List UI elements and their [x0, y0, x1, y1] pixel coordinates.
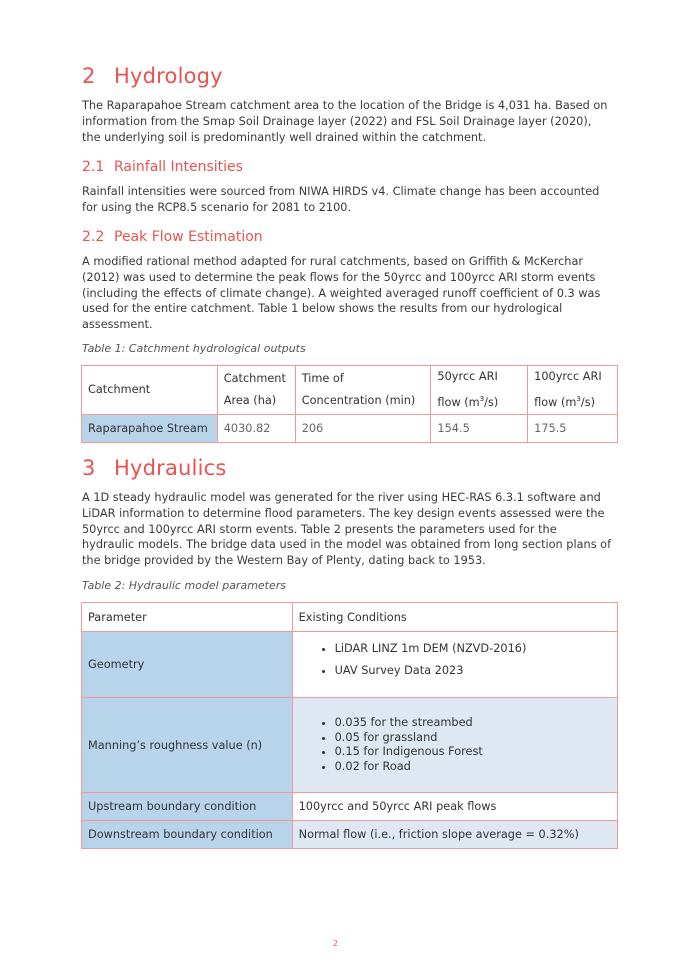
table-2-manning-label: Manning’s roughness value (n)	[82, 698, 293, 793]
list-item: • 0.05 for grassland	[335, 731, 611, 746]
table-1-header-area-line1: Catchment	[223, 371, 286, 385]
table-2-downstream-value: Normal flow (i.e., friction slope average = 0.32%)	[292, 821, 617, 849]
geometry-list	[299, 638, 611, 682]
section-3-title: Hydraulics	[114, 456, 227, 480]
table-1-header-row	[82, 366, 618, 415]
section-2-2-heading	[82, 229, 263, 245]
table-1-header-flow50-line2: flow $(m^3/s)$	[437, 395, 499, 409]
section-2-2-title: Peak Flow Estimation	[114, 229, 263, 245]
table-row	[82, 793, 618, 821]
list-item: • 0.035 for the streambed	[335, 716, 611, 731]
table-row	[82, 632, 618, 698]
table-1-cell-flow100: 175.5	[528, 414, 618, 442]
table-1-header-catchment: Catchment	[82, 366, 218, 415]
table-2-geometry-label: Geometry	[82, 632, 293, 698]
table-2-header-row	[82, 603, 618, 632]
list-item: • LiDAR LINZ 1m DEM (NZVD-2016)	[335, 638, 611, 660]
table-2-upstream-label: Upstream boundary condition	[82, 793, 293, 821]
table-1-header-toc-line1: Time of	[301, 371, 344, 385]
table-2-upstream-value: 100yrcc and 50yrcc ARI peak flows	[292, 793, 617, 821]
table-2	[81, 602, 618, 849]
table-2-manning-value	[292, 698, 617, 793]
table-1-cell-catchment: Raparapahoe Stream	[82, 414, 218, 442]
section-2-1-heading	[82, 159, 243, 175]
table-1-header-area-line2: Area (ha)	[223, 393, 277, 407]
table-1	[81, 365, 618, 443]
section-2-1-title: Rainfall Intensities	[114, 159, 243, 175]
table-2-geometry-value	[292, 632, 617, 698]
table-1-header-flow100	[528, 366, 618, 415]
table-2-downstream-label: Downstream boundary condition	[82, 821, 293, 849]
table-1-cell-toc: 206	[295, 414, 431, 442]
table-1-header-flow100-line2: flow $(m^3/s)$	[534, 395, 595, 409]
table-1-header-area	[217, 366, 295, 415]
section-2-1-paragraph: Rainfall intensities were sourced from NIWA HIRDS v4. Climate change has been accounted for using the RCP8.5 scenario for 2081 to 2100.	[82, 185, 600, 214]
section-2-2-paragraph: A modified rational method adapted for rural catchments, based on Griffith & McKerchar (2012) was used to determine the peak flows for the 50yrcc and 100yrcc ARI storm events (including the effects of climate change). A weighted averaged runoff coefficient of 0.3 was used for the entire catchment. Table 1 below shows the results from our hydrological assessment.	[82, 255, 601, 332]
section-2-paragraph: The Raparapahoe Stream catchment area to the location of the Bridge is 4,031 ha. Based on information from the Smap Soil Drainage layer (2022) and FSL Soil Drainage layer (2020), the underlying soil is predominantly well drained within the catchment.	[82, 99, 608, 144]
list-item: • 0.15 for Indigenous Forest	[335, 745, 611, 760]
page-number: 2	[333, 939, 339, 948]
table-row	[82, 414, 618, 442]
section-3-paragraph: A 1D steady hydraulic model was generated for the river using HEC-RAS 6.3.1 software and LiDAR information to determine flood parameters. The key design events assessed were the 50yrcc and 100yrcc ARI storm events. Table 2 presents the parameters used for the hydraulic models. The bridge data used in the model was obtained from long section plans of the bridge provided by the Western Bay of Plenty, dating back to 1953.	[82, 491, 612, 568]
table-1-cell-area: 4030.82	[217, 414, 295, 442]
section-2-number: 2	[82, 64, 96, 88]
table-1-header-toc-line2: Concentration (min)	[301, 393, 416, 407]
list-item: • UAV Survey Data 2023	[335, 660, 611, 682]
section-3-number: 3	[82, 456, 96, 480]
table-2-header-conditions: Existing Conditions	[292, 603, 617, 632]
table-2-header-parameter: Parameter	[82, 603, 293, 632]
table-1-header-flow50	[431, 366, 528, 415]
table-1-header-flow100-line1: 100yrcc ARI	[534, 370, 602, 383]
table-1-caption: Table 1: Catchment hydrological outputs	[82, 342, 306, 355]
manning-list	[299, 716, 611, 774]
section-2-1-number: 2.1	[82, 159, 105, 175]
table-row	[82, 698, 618, 793]
table-row	[82, 821, 618, 849]
table-2-caption: Table 2: Hydraulic model parameters	[82, 579, 287, 592]
section-2-2-number: 2.2	[82, 229, 105, 245]
table-1-header-flow50-line1: 50yrcc ARI	[437, 370, 498, 383]
section-2-heading	[82, 64, 223, 88]
table-1-header-toc	[295, 366, 431, 415]
section-2-title: Hydrology	[114, 64, 223, 88]
section-3-heading	[82, 456, 227, 480]
table-1-cell-flow50: 154.5	[431, 414, 528, 442]
list-item: • 0.02 for Road	[335, 760, 611, 775]
